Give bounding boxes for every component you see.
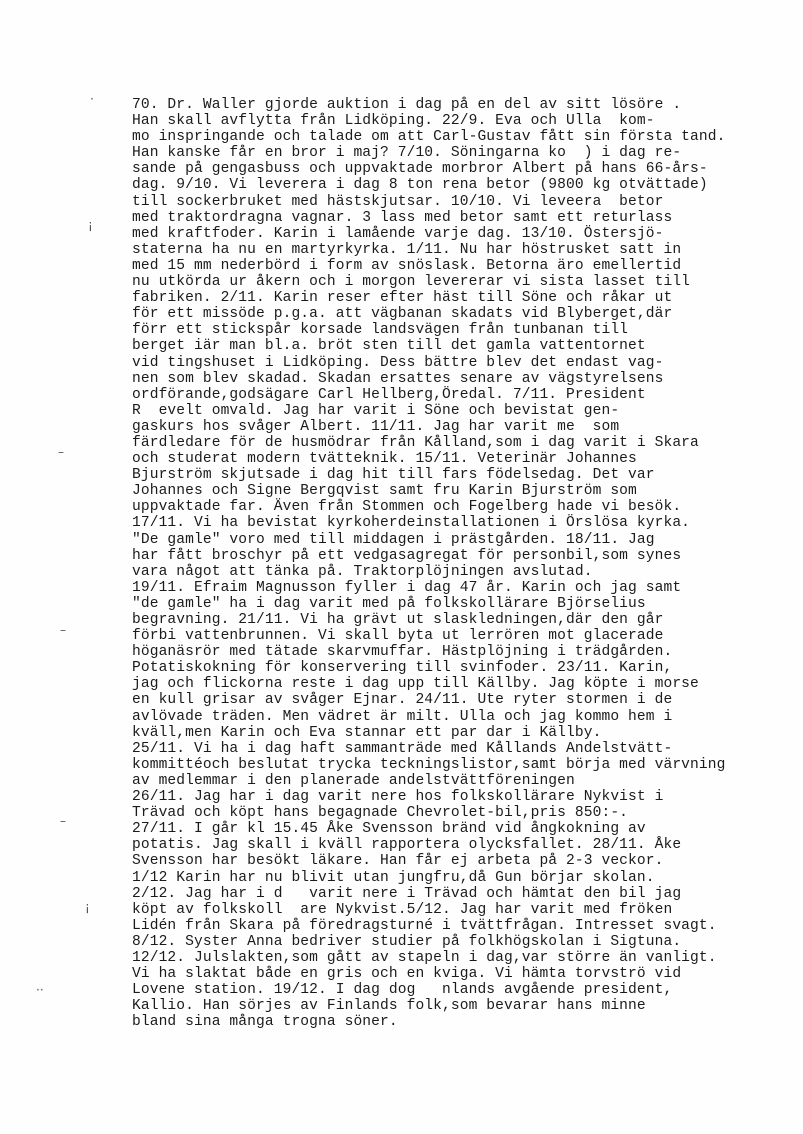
margin-tick: ¡: [85, 900, 90, 914]
text-line: vid tingshuset i Lidköping. Dess bättre blev det endast vag-: [132, 354, 664, 371]
text-line: gaskurs hos svåger Albert. 11/11. Jag har varit me som: [132, 418, 620, 435]
text-line: Johannes och Signe Bergqvist samt fru Karin Bjurström som: [132, 483, 637, 500]
text-line: potatis. Jag skall i kväll rapportera olycksfallet. 28/11. Åke: [132, 837, 682, 854]
text-line: 17/11. Vi ha bevistat kyrkoherdeinstallationen i Örslösa kyrka.: [132, 515, 691, 532]
text-line: Han skall avflytta från Lidköping. 22/9. Eva och Ulla kom-: [132, 113, 655, 130]
margin-dash: –: [60, 814, 66, 828]
text-line: 27/11. I går kl 15.45 Åke Svensson bränd vid ångkokning av: [132, 821, 646, 838]
text-line: kommittéoch beslutat trycka teckningslistor,samt börja med värvning: [132, 756, 726, 773]
text-line: "de gamle" ha i dag varit med på folkskollärare Björselius: [132, 595, 646, 612]
text-line: 70. Dr. Waller gjorde auktion i dag på en del av sitt lösöre .: [132, 97, 682, 113]
text-line: köpt av folkskoll are Nykvist.5/12. Jag har varit med fröken: [132, 901, 673, 918]
text-line: staterna ha nu en martyrkyrka. 1/11. Nu har höstrusket satt in: [132, 241, 682, 258]
text-line: 1/12 Karin har nu blivit utan jungfru,då Gun börjar skolan.: [132, 869, 655, 886]
text-line: nu utkörda ur åkern och i morgon levererar vi sista lasset till: [132, 274, 691, 291]
margin-dash: –: [60, 623, 66, 637]
text-line: 12/12. Julslakten,som gått av stapeln i dag,var större än vanligt.: [132, 949, 717, 966]
text-line: Bjurström skjutsade i dag hit till fars födelsedag. Det var: [132, 467, 655, 484]
text-line: "De gamle" voro med till middagen i prästgården. 18/11. Jag: [132, 531, 655, 548]
text-line: Svensson har besökt läkare. Han får ej arbeta på 2-3 veckor.: [132, 853, 664, 870]
text-line: 2/12. Jag har i d varit nere i Trävad och hämtat den bil jag: [132, 885, 682, 902]
text-line: bland sina många trogna söner.: [132, 1014, 398, 1031]
text-line: Lidén från Skara på föredragsturné i tvättfrågan. Intresset svagt.: [132, 917, 717, 934]
text-line: vara något att tänka på. Traktorplöjningen avslutad.: [132, 563, 593, 580]
text-line: förr ett stickspår korsade landsvägen från tunbanan till: [132, 322, 629, 339]
text-line: med traktordragna vagnar. 3 lass med betor samt ett returlass: [132, 209, 673, 226]
text-line: med 15 mm nederbörd i form av snöslask. Betorna äro emellertid: [132, 257, 682, 274]
text-line: förbi vattenbrunnen. Vi skall byta ut lerrören mot glacerade: [132, 628, 664, 645]
text-line: 8/12. Syster Anna bedriver studier på folkhögskolan i Sigtuna.: [132, 933, 682, 950]
text-line: mo inspringande och talade om att Carl-Gustav fått sin första tand.: [132, 129, 726, 146]
text-line: med kraftfoder. Karin i lamående varje dag. 13/10. Östersjö-: [132, 225, 664, 242]
text-line: uppvaktade far. Även från Stommen och Fogelberg hade vi besök.: [132, 499, 682, 516]
text-line: 26/11. Jag har i dag varit nere hos folkskollärare Nykvist i: [132, 789, 664, 806]
text-line: kväll,men Karin och Eva stannar ett par dar i Källby.: [132, 724, 602, 741]
text-line: 25/11. Vi ha i dag haft sammanträde med Kållands Andelstvätt-: [132, 740, 673, 757]
text-line: 19/11. Efraim Magnusson fyller i dag 47 år. Karin och jag samt: [132, 579, 682, 596]
margin-dots: ··: [36, 983, 44, 997]
text-line: ordförande,godsägare Carl Hellberg,Öredal. 7/11. President: [132, 386, 646, 403]
typewritten-text: [132, 97, 782, 1030]
text-line: av medlemmar i den planerade andelstvättföreningen: [132, 772, 575, 789]
text-line: Potatiskokning för konservering till svinfoder. 23/11. Karin,: [132, 660, 673, 677]
margin-dot: ·: [90, 92, 94, 106]
text-line: berget iär man bl.a. bröt sten till det gamla vattentornet: [132, 338, 646, 355]
text-line: Trävad och köpt hans begagnade Chevrolet-bil,pris 850:-.: [132, 805, 629, 822]
text-line: avlövade träden. Men vädret är milt. Ulla och jag kommo hem i: [132, 708, 673, 725]
text-line: dag. 9/10. Vi levererа i dag 8 ton rena betor (9800 kg otvättade): [132, 177, 708, 194]
text-line: Lovene station. 19/12. I dag dog nlands avgående president,: [132, 982, 673, 999]
text-line: har fått broschyr på ett vedgasagregat för personbil,som synes: [132, 547, 682, 564]
text-line: sande på gengasbuss och uppvaktade morbror Albert på hans 66-års-: [132, 161, 708, 178]
text-line: jag och flickorna reste i dag upp till Källby. Jag köpte i morse: [132, 676, 699, 693]
margin-dash: –: [58, 445, 64, 459]
text-line: höganäsrör med tätade skarvmuffar. Hästplöjning i trädgården.: [132, 644, 673, 661]
text-line: Han kanske får en bror i maj? 7/10. Söningarna ko ) i dag re-: [132, 145, 682, 162]
text-line: R evelt omvald. Jag har varit i Söne och bevistat gen-: [132, 402, 620, 419]
text-line: Kallio. Han sörjes av Finlands folk,som bevarar hans minne: [132, 998, 646, 1015]
text-line: färdledare för de husmödrar från Kålland,som i dag varit i Skara: [132, 434, 699, 451]
text-line: fabriken. 2/11. Karin reser efter häst till Söne och råkar ut: [132, 290, 673, 307]
margin-tick: ¡: [88, 218, 93, 232]
text-line: och studerat modern tvätteknik. 15/11. Veterinär Johannes: [132, 451, 637, 468]
text-line: begravning. 21/11. Vi ha grävt ut slaskledningen,där den går: [132, 612, 664, 628]
text-line: Vi ha slaktat både en gris och en kviga. Vi hämta torvströ vid: [132, 966, 682, 983]
text-line: nen som blev skadad. Skadan ersattes senare av vägstyrelsens: [132, 370, 664, 387]
text-line: för ett missöde p.g.a. att vägbanan skadats vid Blyberget,där: [132, 306, 673, 323]
text-line: en kull grisar av svåger Ejnar. 24/11. Ute ryter stormen i de: [132, 692, 673, 709]
text-line: till sockerbruket med hästskjutsar. 10/10. Vi leveera betor: [132, 193, 664, 210]
